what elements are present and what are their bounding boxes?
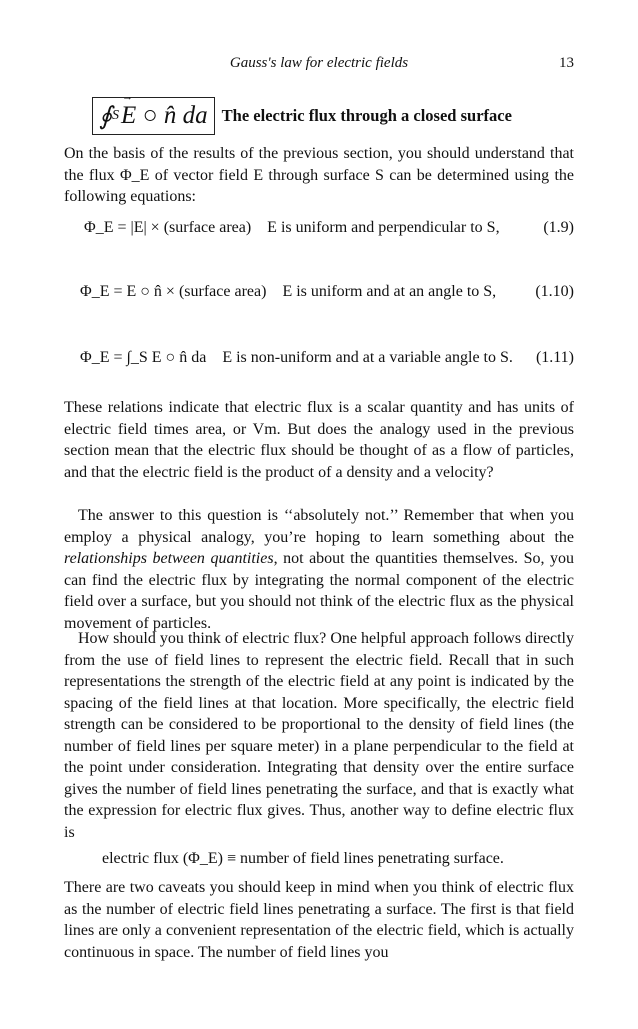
equation-condition: E is non-uniform and at a variable angle to S. <box>222 349 513 366</box>
running-head <box>64 55 574 75</box>
paragraph-1: On the basis of the results of the previous section, you should understand that the flux Φ_E of vector field E through surface S can be determined using the following equations: <box>64 145 574 205</box>
section-title: The electric flux through a closed surface <box>221 106 512 125</box>
equation-1-9 <box>84 219 500 237</box>
equation-number: (1.9) <box>543 219 574 236</box>
equation-lhs: Φ_E = |E| × (surface area) <box>84 219 252 236</box>
section-heading <box>92 97 512 135</box>
vector-e: → E <box>121 102 136 130</box>
paragraph-4: How should you think of electric flux? One helpful approach follows directly from the use of field lines to represent the electric field. Recall that in such representations the strength of the electric field at any point is indicated by the spacing of the field lines at that location. More specifically, the electric field strength can be considered to be proportional to the density of field lines (the number of field lines per square meter) in a plane perpendicular to the field at the point under consideration. Integrating that density over the entire surface gives the number of field lines penetrating the surface, and that is exactly what the expression for electric flux gives. Thus, another way to define electric flux is <box>64 630 574 841</box>
paragraph-3-text-b: , not about the quantities themselves. So, you can find the electric flux by integrating the normal component of the electric field over a surface, but you should not think of the electric flux as the physical movement of particles. <box>64 550 574 632</box>
definition-equation: electric flux (Φ_E) ≡ number of field lines penetrating surface. <box>102 850 504 867</box>
contour-integral-symbol: ∮ <box>99 103 113 130</box>
equation-1-10 <box>80 283 496 301</box>
equation-number: (1.10) <box>535 283 574 300</box>
equation-rest: ○ n̂ da <box>142 102 208 129</box>
paragraph-2: These relations indicate that electric flux is a scalar quantity and has units of electric field times area, or Vm. But does the analogy used in the previous section mean that the electric flux should be thought of as a flow of particles, and that the electric field is the product of a density and a velocity? <box>64 399 574 481</box>
equation-condition: E is uniform and at an angle to S, <box>282 283 497 300</box>
equation-1-11 <box>80 349 513 367</box>
page-number: 13 <box>559 55 574 71</box>
paragraph-3-text-a: The answer to this question is ‘‘absolutely not.’’ Remember that when you employ a physical analogy, you’re hoping to learn something about the <box>64 507 574 546</box>
equation-condition: E is uniform and perpendicular to S, <box>267 219 500 236</box>
boxed-equation <box>92 97 215 135</box>
equation-lhs: Φ_E = E ○ n̂ × (surface area) <box>80 283 267 300</box>
equation-lhs: Φ_E = ∫_S E ○ n̂ da <box>80 349 207 366</box>
surface-subscript: S <box>112 108 120 123</box>
running-title: Gauss's law for electric fields <box>229 55 409 71</box>
emphasis-text: relationships between quantities <box>64 550 274 567</box>
paragraph-5: There are two caveats you should keep in mind when you think of electric flux as the number of electric field lines penetrating a surface. The first is that field lines are only a convenient representation of the electric field, which is actually continuous in space. The number of field lines you <box>64 879 574 961</box>
equation-number: (1.11) <box>535 349 574 366</box>
paragraph-3 <box>64 505 574 634</box>
